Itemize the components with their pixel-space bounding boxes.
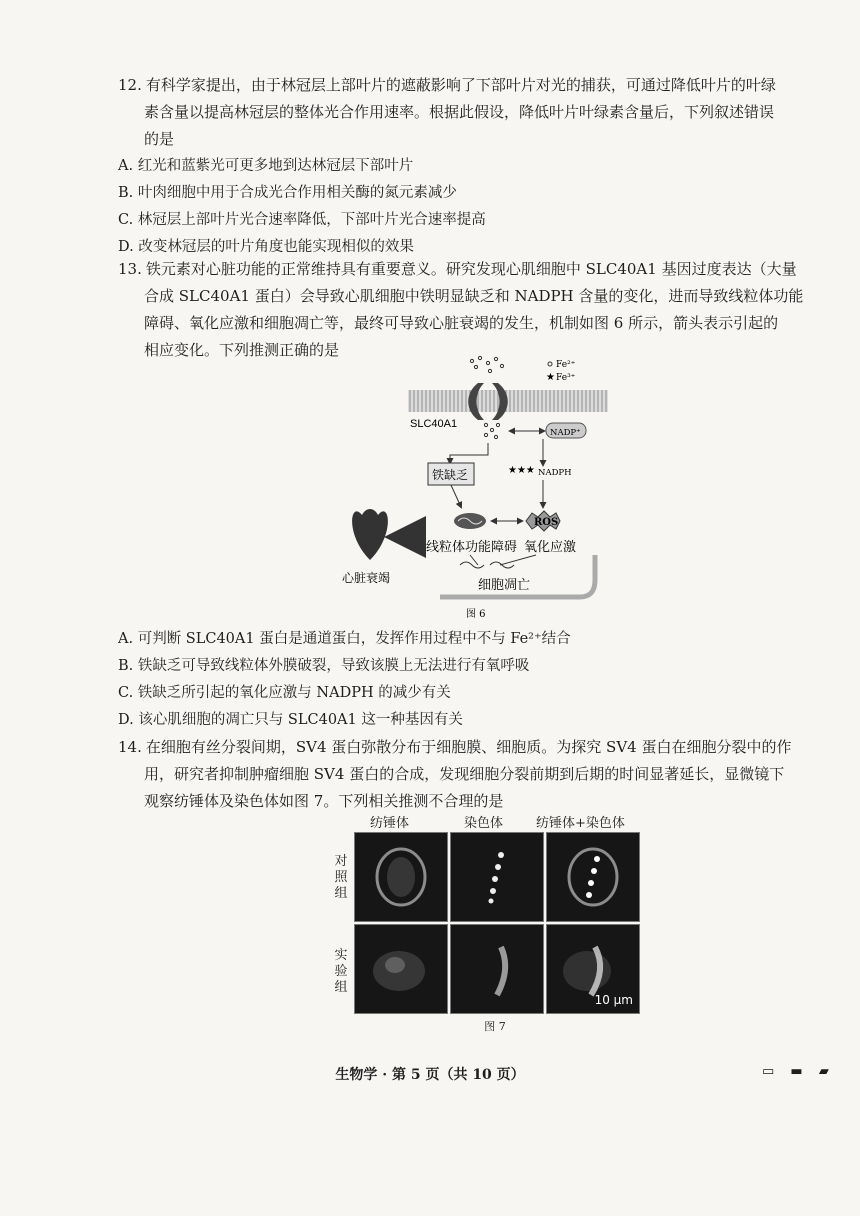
q12-stem-line-3: 的是 (144, 130, 175, 148)
col-header-spindle: 纺锤体 (370, 816, 410, 831)
fe2-label: Fe²⁺ (556, 360, 576, 370)
figure-6-diagram (340, 355, 610, 625)
q13-option-c: C. 铁缺乏所引起的氧化应激与 NADPH 的减少有关 (118, 685, 451, 701)
fe2-legend-dot (548, 362, 552, 366)
fe3-label: Fe³⁺ (556, 373, 576, 383)
micrograph-experiment-merged (546, 924, 640, 1014)
row-label-experiment: 实验组 (334, 948, 348, 995)
question-14 (118, 734, 808, 815)
col-header-merged: 纺锤体+染色体 (536, 816, 625, 831)
micrograph-control-spindle (354, 832, 448, 922)
q13-stem-line-3: 障碍、氧化应激和细胞凋亡等，最终可导致心脏衰竭的发生，机制如图 6 所示，箭头表示引起的 (144, 314, 779, 332)
nadph-label: NADPH (538, 468, 572, 478)
mito-dysfunction-label: 线粒体功能障碍 (426, 540, 518, 555)
oxidative-stress-label: 氧化应激 (524, 540, 577, 555)
col-header-chromosome: 染色体 (464, 816, 504, 831)
scale-bar-label: 10 μm (594, 993, 633, 1007)
q13-options (118, 626, 808, 734)
q12-option-c: C. 林冠层上部叶片光合速率降低，下部叶片光合速率提高 (118, 212, 486, 228)
q13-stem-line-2: 合成 SLC40A1 蛋白）会导致心肌细胞中铁明显缺乏和 NADPH 含量的变化，进而导致线粒体功能 (144, 287, 804, 305)
q12-stem-line-2: 素含量以提高林冠层的整体光合作用速率。根据此假设，降低叶片叶绿素含量后，下列叙述错误 (144, 103, 775, 121)
q13-option-d: D. 该心肌细胞的凋亡只与 SLC40A1 这一种基因有关 (118, 712, 463, 728)
cell-membrane (408, 390, 608, 412)
iron-deficiency-label: 铁缺乏 (432, 468, 469, 482)
q13-stem-line-4: 相应变化。下列推测正确的是 (144, 341, 340, 359)
arrow-to-iron-def (450, 443, 488, 463)
fe3-legend-star: ★ (546, 372, 555, 383)
slc40a1-label: SLC40A1 (410, 418, 458, 430)
q12-option-d: D. 改变林冠层的叶片角度也能实现相似的效果 (118, 239, 414, 255)
page-footer: 生物学 · 第 5 页（共 10 页） (335, 1067, 525, 1083)
heart-icon (352, 509, 388, 560)
q12-stem-line-1: 12. 有科学家提出，由于林冠层上部叶片的遮蔽影响了下部叶片对光的捕获，可通过降低叶片的叶绿 (118, 76, 776, 94)
q12-option-b: B. 叶肉细胞中用于合成光合作用相关酶的氮元素减少 (118, 185, 457, 201)
nadph-stars: ★★★ (508, 465, 535, 476)
q12-option-a: A. 红光和蓝紫光可更多地到达林冠层下部叶片 (118, 158, 414, 174)
q14-stem-line-3: 观察纺锤体及染色体如图 7。下列相关推测不合理的是 (144, 792, 504, 810)
row-label-control: 对照组 (334, 854, 348, 901)
q13-option-a: A. 可判断 SLC40A1 蛋白是通道蛋白，发挥作用过程中不与 Fe²⁺结合 (118, 631, 571, 647)
micrograph-experiment-chromosome (450, 924, 544, 1014)
micrograph-control-merged (546, 832, 640, 922)
q14-stem-line-1: 14. 在细胞有丝分裂间期，SV4 蛋白弥散分布于细胞膜、细胞质。为探究 SV4 蛋白在细胞分裂中的作 (118, 738, 792, 756)
micrograph-experiment-spindle (354, 924, 448, 1014)
question-13 (118, 256, 808, 364)
apoptosis-label: 细胞凋亡 (478, 578, 531, 593)
fe2-dots-outside (470, 356, 503, 372)
footer-marks: ▭ ▬ ▰ (762, 1064, 835, 1079)
question-12 (118, 72, 808, 261)
heart-failure-label: 心脏衰竭 (342, 571, 391, 585)
micrograph-control-chromosome (450, 832, 544, 922)
figure-6-caption: 图 6 (466, 609, 486, 620)
q13-stem-line-1: 13. 铁元素对心脏功能的正常维持具有重要意义。研究发现心肌细胞中 SLC40A1 基因过度表达（大量 (118, 260, 797, 278)
q14-stem-line-2: 用，研究者抑制肿瘤细胞 SV4 蛋白的合成，发现细胞分裂前期到后期的时间显著延长，显微镜下 (144, 765, 785, 783)
ros-label: ROS (534, 517, 559, 528)
nadp-label: NADP⁺ (550, 428, 581, 438)
q13-option-b: B. 铁缺乏可导致线粒体外膜破裂，导致该膜上无法进行有氧呼吸 (118, 658, 530, 674)
figure-7-caption: 图 7 (484, 1020, 506, 1033)
